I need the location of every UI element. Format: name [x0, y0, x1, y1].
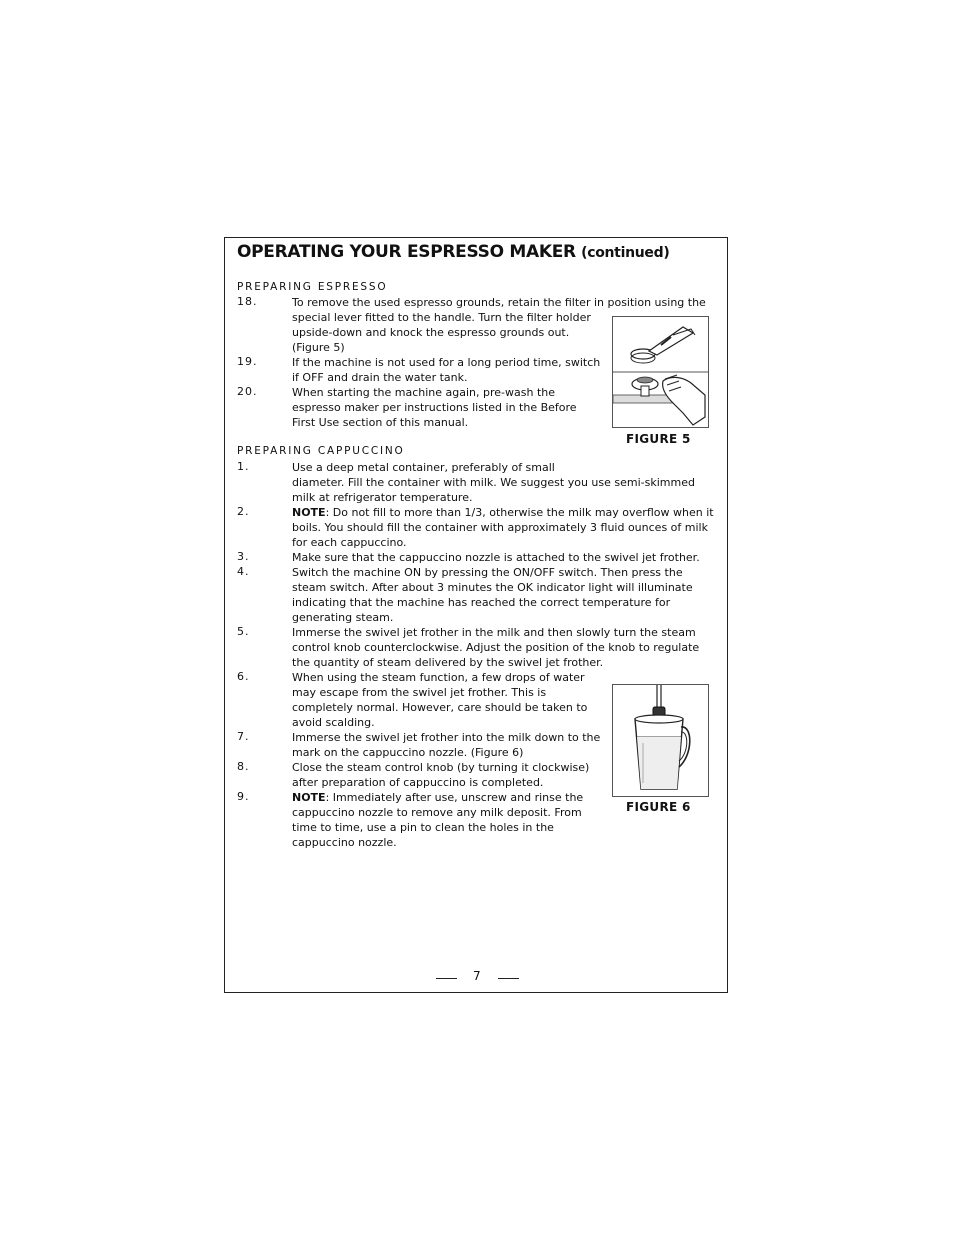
- item-18-line-1: To remove the used espresso grounds, retain the filter in position using the: [292, 296, 706, 309]
- item-2-line-3: for each cappuccino.: [292, 536, 407, 549]
- milk-jug-drawing: [613, 685, 708, 796]
- item-number: 2.: [237, 505, 250, 518]
- item-5-line-3: the quantity of steam delivered by the swivel jet frother.: [292, 656, 604, 669]
- item-6-line-4: avoid scalding.: [292, 716, 375, 729]
- section-heading-espresso: PREPARING ESPRESSO: [237, 281, 388, 293]
- page-title: [237, 242, 669, 262]
- item-20-line-2: espresso maker per instructions listed in the Before: [292, 401, 577, 414]
- item-number: 7.: [237, 730, 250, 743]
- item-number: 3.: [237, 550, 250, 563]
- figure-5-caption: FIGURE 5: [626, 432, 691, 446]
- item-20-line-3: First Use section of this manual.: [292, 416, 469, 429]
- item-8-line-2: after preparation of cappuccino is completed.: [292, 776, 544, 789]
- figure-6-caption: FIGURE 6: [626, 800, 691, 814]
- item-number: 18.: [237, 295, 258, 308]
- item-7-line-1: Immerse the swivel jet frother into the milk down to the: [292, 731, 601, 744]
- item-9-line-2: cappuccino nozzle to remove any milk deposit. From: [292, 806, 582, 819]
- figure-6-illustration: [612, 684, 709, 797]
- item-number: 1.: [237, 460, 250, 473]
- item-8-line-1: Close the steam control knob (by turning it clockwise): [292, 761, 590, 774]
- item-9-line-4: cappuccino nozzle.: [292, 836, 397, 849]
- note-label: NOTE: [292, 791, 326, 804]
- item-6-line-1: When using the steam function, a few drops of water: [292, 671, 585, 684]
- item-1-line-2: diameter. Fill the container with milk. We suggest you use semi-skimmed: [292, 476, 695, 489]
- note-text: : Immediately after use, unscrew and rinse the: [325, 791, 584, 804]
- item-18-line-3: upside-down and knock the espresso grounds out.: [292, 326, 570, 339]
- item-9-line-3: time to time, use a pin to clean the holes in the: [292, 821, 554, 834]
- section-heading-cappuccino: PREPARING CAPPUCCINO: [237, 445, 405, 457]
- item-number: 6.: [237, 670, 250, 683]
- figure-5-illustration: [612, 316, 709, 428]
- item-4-line-3: indicating that the machine has reached the correct temperature for: [292, 596, 671, 609]
- footer-dash-right: [498, 978, 519, 979]
- item-5-line-1: Immerse the swivel jet frother in the milk and then slowly turn the steam: [292, 626, 696, 639]
- item-2-line-2: boils. You should fill the container with approximately 3 fluid ounces of milk: [292, 521, 708, 534]
- item-9-line-1: [292, 790, 583, 805]
- item-1-line-1: Use a deep metal container, preferably of small: [292, 461, 555, 474]
- item-19-line-2: if OFF and drain the water tank.: [292, 371, 468, 384]
- item-number: 8.: [237, 760, 250, 773]
- item-number: 5.: [237, 625, 250, 638]
- note-label: NOTE: [292, 506, 326, 519]
- item-number: 9.: [237, 790, 250, 803]
- note-text: : Do not fill to more than 1/3, otherwise the milk may overflow when it: [325, 506, 714, 519]
- item-number: 19.: [237, 355, 258, 368]
- item-19-line-1: If the machine is not used for a long period time, switch: [292, 356, 601, 369]
- item-6-line-2: may escape from the swivel jet frother. This is: [292, 686, 547, 699]
- item-number: 20.: [237, 385, 258, 398]
- item-2-line-1: [292, 505, 714, 520]
- item-20-line-1: When starting the machine again, pre-wash the: [292, 386, 556, 399]
- item-7-line-2: mark on the cappuccino nozzle. (Figure 6): [292, 746, 524, 759]
- item-5-line-2: control knob counterclockwise. Adjust the position of the knob to regulate: [292, 641, 700, 654]
- title-suffix: (continued): [581, 245, 670, 261]
- footer-dash-left: [436, 978, 457, 979]
- manual-page: [224, 237, 728, 993]
- item-18-line-2: special lever fitted to the handle. Turn the filter holder: [292, 311, 591, 324]
- item-4-line-2: steam switch. After about 3 minutes the OK indicator light will illuminate: [292, 581, 693, 594]
- item-3-line-1: Make sure that the cappuccino nozzle is attached to the swivel jet frother.: [292, 551, 700, 564]
- item-18-line-4: (Figure 5): [292, 341, 345, 354]
- filter-holder-drawing: [613, 317, 708, 427]
- page-number: 7: [473, 969, 481, 983]
- item-number: 4.: [237, 565, 250, 578]
- item-4-line-1: Switch the machine ON by pressing the ON/OFF switch. Then press the: [292, 566, 683, 579]
- item-4-line-4: generating steam.: [292, 611, 394, 624]
- item-6-line-3: completely normal. However, care should be taken to: [292, 701, 588, 714]
- item-1-line-3: milk at refrigerator temperature.: [292, 491, 473, 504]
- title-main: OPERATING YOUR ESPRESSO MAKER: [237, 242, 576, 262]
